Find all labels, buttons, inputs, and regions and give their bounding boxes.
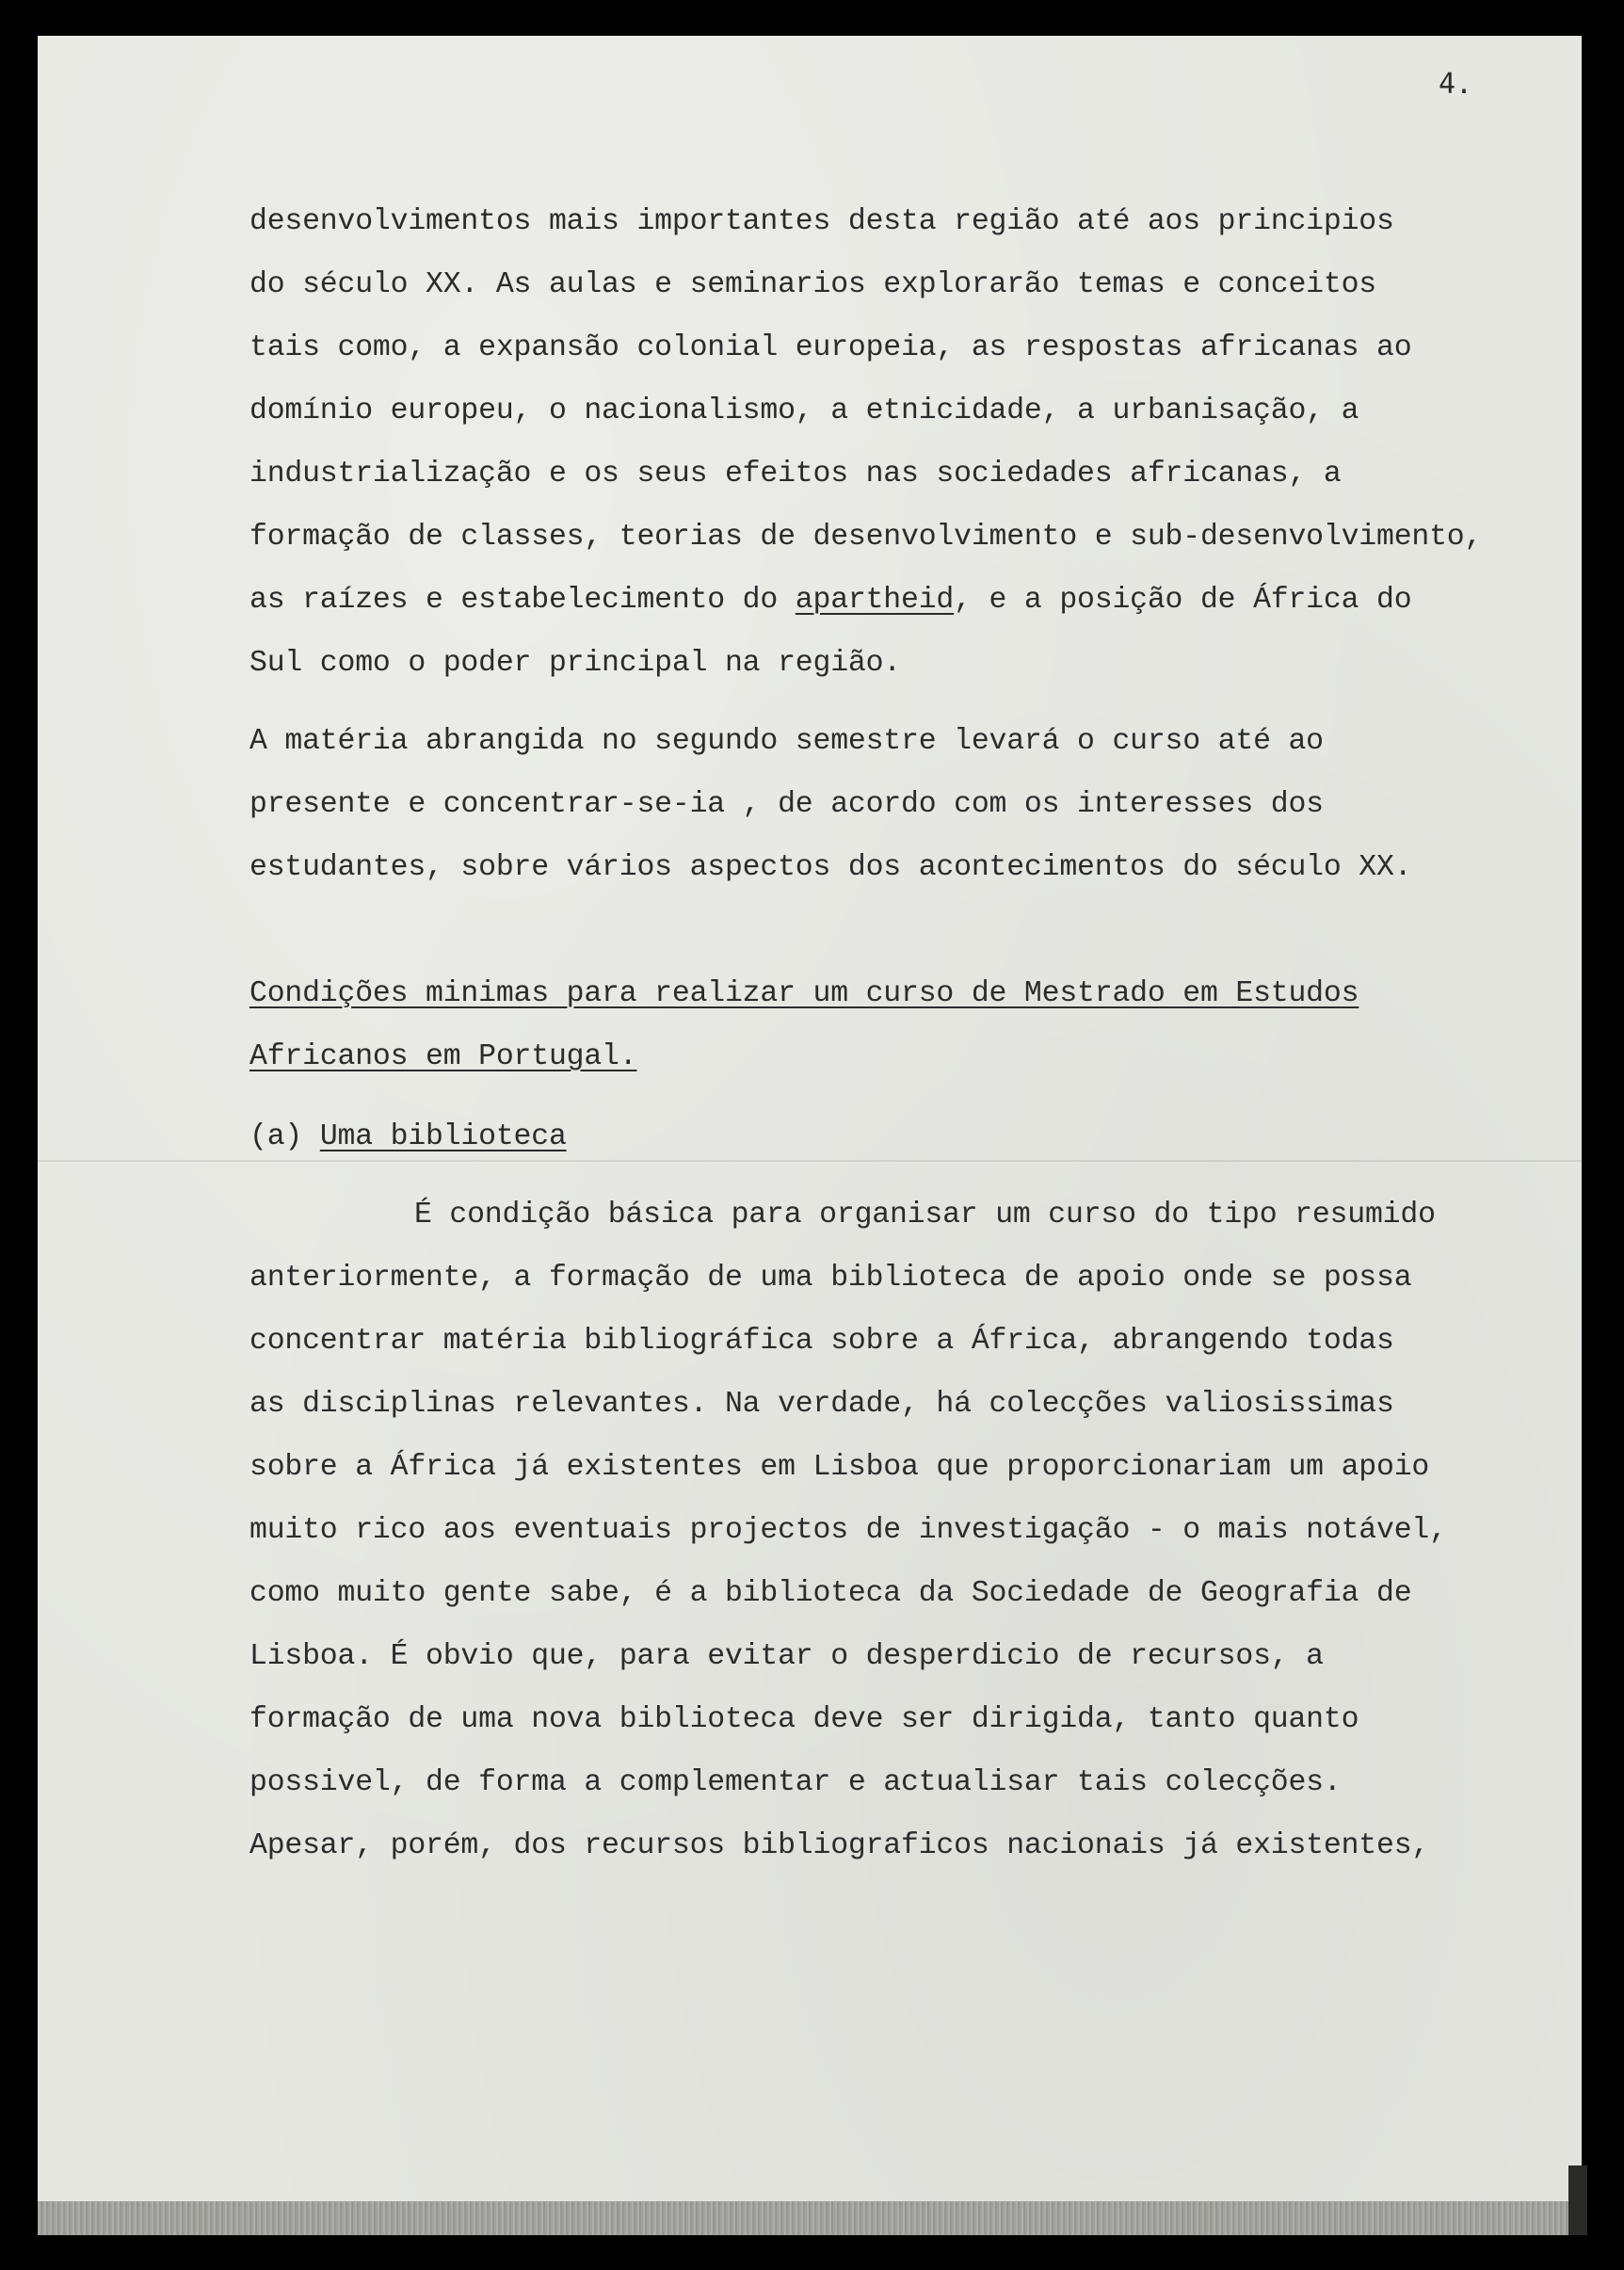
scan-corner-edge: [1568, 2165, 1587, 2235]
text-line: concentrar matéria bibliográfica sobre a África, abrangendo todas: [249, 1325, 1394, 1358]
underlined-term: apartheid: [795, 584, 955, 617]
section-heading-line: Condições minimas para realizar um curso de Mestrado em Estudos: [249, 977, 1359, 1010]
subsection-heading: [249, 1122, 567, 1152]
text-line: [249, 586, 1411, 616]
text-line: do século XX. As aulas e seminarios explorarão temas e conceitos: [249, 268, 1376, 301]
section-heading-line: Africanos em Portugal.: [249, 1040, 637, 1073]
text-line: as disciplinas relevantes. Na verdade, há colecções valiosissimas: [249, 1388, 1394, 1421]
page-fold-line: [38, 1160, 1582, 1162]
scan-bottom-edge: [38, 2201, 1568, 2235]
page-number: 4.: [1439, 68, 1473, 101]
subsection-label: (a): [249, 1120, 320, 1153]
text-line: muito rico aos eventuais projectos de investigação - o mais notável,: [249, 1514, 1447, 1547]
subsection-title: Uma biblioteca: [319, 1120, 567, 1153]
text-line: industrialização e os seus efeitos nas sociedades africanas, a: [249, 458, 1342, 491]
text-line: tais como, a expansão colonial europeia, as respostas africanas ao: [249, 331, 1412, 364]
text-segment: , e a posição de África do: [954, 584, 1412, 617]
text-line: presente e concentrar-se-ia , de acordo com os interesses dos: [249, 788, 1324, 821]
text-segment: as raízes e estabelecimento do: [249, 584, 796, 617]
text-line: anteriormente, a formação de uma biblioteca de apoio onde se possa: [249, 1262, 1412, 1295]
text-line: estudantes, sobre vários aspectos dos acontecimentos do século XX.: [249, 851, 1412, 884]
text-line: sobre a África já existentes em Lisboa que proporcionariam um apoio: [249, 1451, 1430, 1484]
text-line: A matéria abrangida no segundo semestre levará o curso até ao: [249, 725, 1324, 758]
text-line: possivel, de forma a complementar e actualisar tais colecções.: [249, 1766, 1342, 1799]
text-line: Apesar, porém, dos recursos bibliograficos nacionais já existentes,: [249, 1829, 1430, 1862]
text-line: Sul como o poder principal na região.: [249, 647, 902, 680]
text-line: domínio europeu, o nacionalismo, a etnicidade, a urbanisação, a: [249, 394, 1359, 427]
text-line: É condição básica para organisar um curso do tipo resumido: [414, 1199, 1436, 1232]
text-line: como muito gente sabe, é a biblioteca da Sociedade de Geografia de: [249, 1577, 1412, 1610]
text-line: desenvolvimentos mais importantes desta região até aos principios: [249, 205, 1394, 238]
text-line: formação de uma nova biblioteca deve ser dirigida, tanto quanto: [249, 1703, 1359, 1736]
text-line: formação de classes, teorias de desenvolvimento e sub-desenvolvimento,: [249, 521, 1483, 554]
text-line: Lisboa. É obvio que, para evitar o desperdicio de recursos, a: [249, 1640, 1324, 1673]
